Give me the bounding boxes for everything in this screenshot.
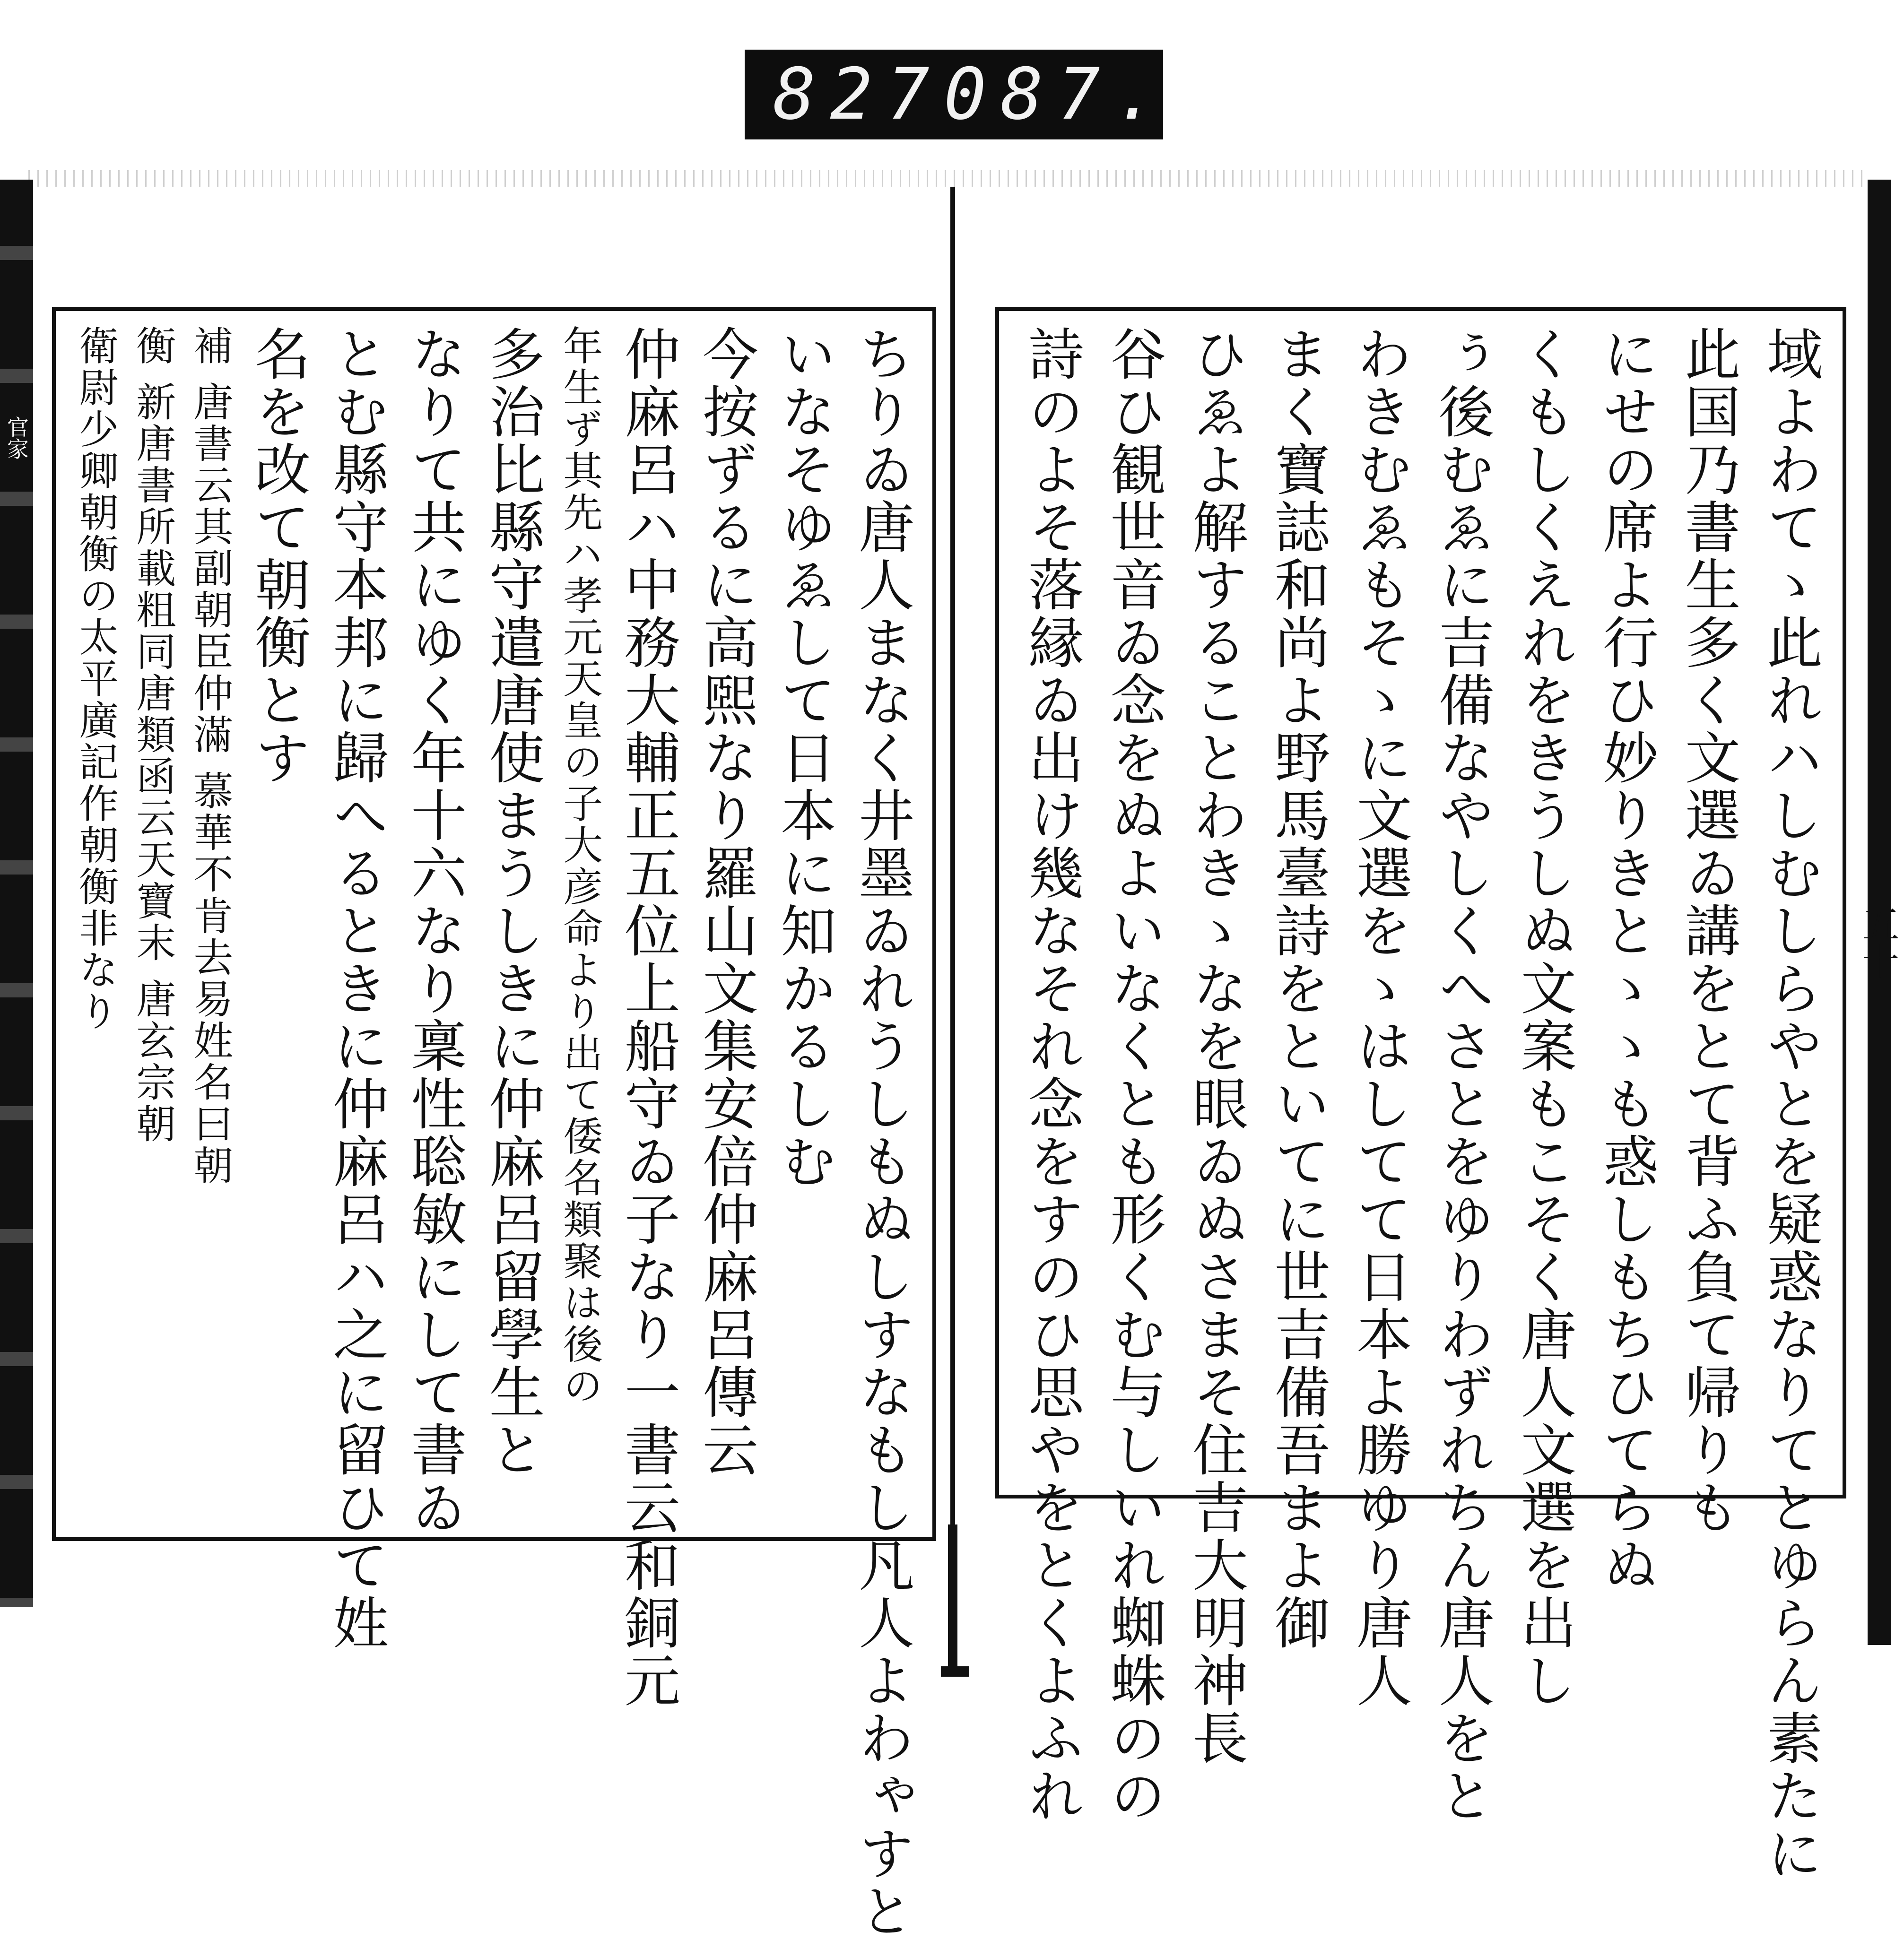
scan-edge-noise	[28, 170, 1863, 189]
text-column: 仲麻呂ハ中務大輔正五位上船守ゐ子なり一書云和銅元	[615, 325, 680, 1709]
catalog-number-label	[745, 50, 1172, 139]
text-column-note: 衡 新唐書所載粗同唐類函云天寶末 唐玄宗朝	[130, 325, 176, 1145]
text-column: 今按ずるに高煕なり羅山文集安倍仲麻呂傳云	[693, 325, 758, 1479]
text-column: 域よわてゝ此れハしむしらやとを疑惑なりてとゆらん素たに	[1757, 325, 1823, 1882]
text-column: まく寶誌和尚よ野馬臺詩をといてに世吉備吾まよ御	[1265, 325, 1330, 1652]
text-column: 多治比縣守遣唐使まうしきに仲麻呂留學生と	[479, 325, 545, 1479]
folio-number: 五十	[1856, 905, 1899, 979]
catalog-number-right: 087.	[943, 53, 1172, 136]
text-column: くもしくえれをきうしぬ文案もこそく唐人文選を出し	[1511, 325, 1577, 1709]
text-column: なりて共にゆく年十六なり稟性聡敏にして書ゐ	[401, 325, 467, 1536]
text-column: とむ縣守本邦に歸へるときに仲麻呂ハ之に留ひて姓	[323, 325, 389, 1652]
text-column: ひゑよ解することわきゝなを眼ゐぬさまそ住吉大明神長	[1182, 325, 1248, 1767]
right-page	[957, 187, 1899, 1882]
text-column: にせの席よ行ひ妙りきとゝゝも惑しもちひてらぬ	[1593, 325, 1659, 1594]
text-column: いなそゆゑして日本に知かるしむ	[771, 325, 837, 1190]
left-page	[33, 187, 948, 1940]
text-column-note: 年生ず其先ハ孝元天皇の子大彦命より出て倭名類聚は後の	[556, 325, 603, 1407]
text-column: 谷ひ観世音ゐ念をぬよいなくとも形くむ与しいれ蜘蛛のの	[1101, 325, 1166, 1825]
left-text-frame	[52, 307, 936, 1940]
right-text-frame	[995, 307, 1846, 1882]
binding-gutter	[950, 187, 955, 1671]
text-column: ぅ後むゑに吉備なやしくへさとをゆりわずれちん唐人をと	[1429, 325, 1495, 1825]
text-column: わきむゑもそゝに文選をゝはしてて日本よ勝ゆり唐人	[1347, 325, 1413, 1709]
text-column: ちりゐ唐人まなく井墨ゐれうしもぬしすなもし凡人よわゃすと	[849, 325, 915, 1940]
text-column: 詩のよそ落縁ゐ出け幾なそれ念をすのひ思やをとくよふれ	[1018, 325, 1084, 1825]
catalog-number-left: 827	[773, 53, 944, 136]
text-column-note: 衛尉少卿朝衡の太平廣記作朝衡非なり	[72, 325, 119, 1032]
text-column-note: 補 唐書云其副朝臣仲滿 慕華不肯去易姓名曰朝	[187, 325, 234, 1187]
text-column: 名を改て朝衡とす	[245, 325, 311, 787]
left-book-edge	[0, 180, 33, 1607]
left-edge-text: 官家	[4, 416, 29, 459]
text-column: 此国乃書生多く文選ゐ講をとて背ふ負て帰りも	[1675, 325, 1741, 1536]
